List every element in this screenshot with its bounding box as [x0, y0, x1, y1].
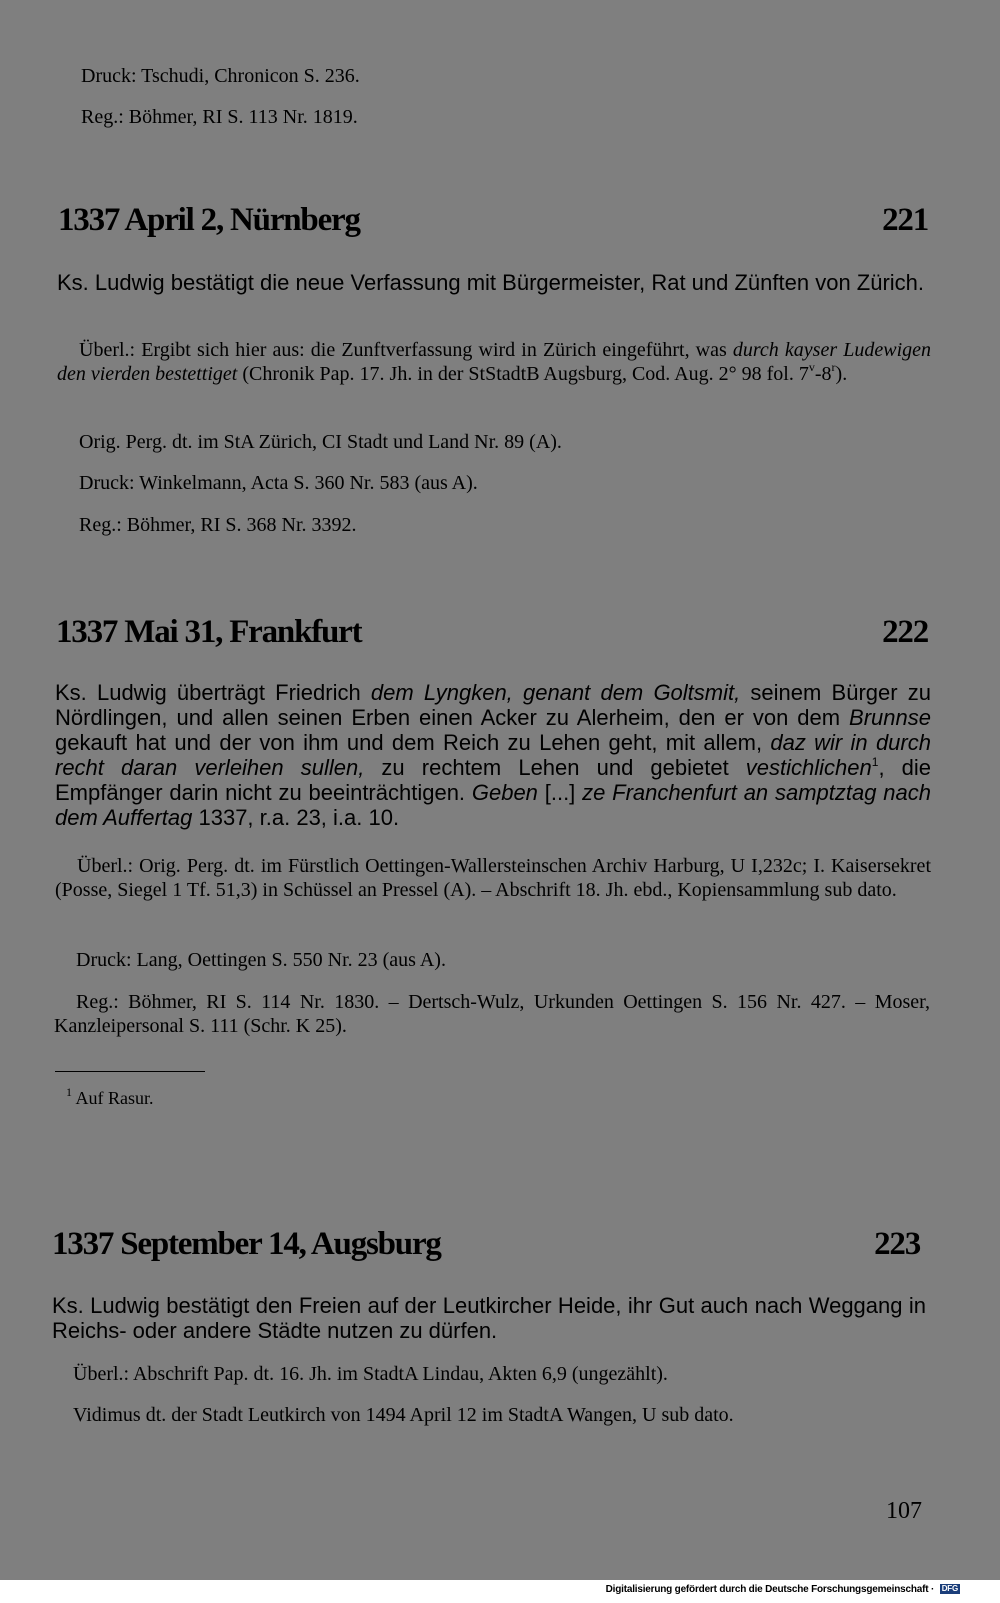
top-reg: Reg.: Böhmer, RI S. 113 Nr. 1819. [81, 106, 358, 128]
dfg-footer [606, 1584, 960, 1595]
footnote: $^1$ Auf Rasur. [66, 1085, 154, 1108]
entry-reg: Reg.: Böhmer, RI S. 114 Nr. 1830. – Dertsch-Wulz, Urkunden Oettingen S. 156 Nr. 427. – Moser, Kanzleipersonal S. 111 (Schr. K 25). [54, 991, 930, 1037]
top-druck: Druck: Tschudi, Chronicon S. 236. [81, 65, 360, 87]
entry-reg: Reg.: Böhmer, RI S. 368 Nr. 3392. [79, 514, 357, 536]
entry-summary: Ks. Ludwig bestätigt die neue Verfassung mit Bürgermeister, Rat und Zünften von Zürich. [57, 270, 925, 295]
entry-heading-date: 1337 September 14, Augsburg [52, 1226, 441, 1262]
entry-number: 221 [882, 202, 928, 238]
footer-text: Digitalisierung gefördert durch die Deutsche Forschungsgemeinschaft · [605, 1584, 935, 1595]
footnote-rule [55, 1071, 205, 1072]
page-number: 107 [886, 1498, 922, 1524]
entry-summary: Ks. Ludwig überträgt Friedrich dem Lyngken, genant dem Goltsmit, seinem Bürger zu Nördlingen, und allen seinen Erben einen Acker zu Alerheim, den er von dem Brunnse gekauft hat und der von ihm und dem Reich zu Lehen geht, mit allem, daz wir in durch recht daran verleihen sullen, zu rechtem Lehen und gebietet vestichlichen$^1$, die Empfänger darin nicht zu beeinträchtigen. Geben [...] ze Franchenfurt an samptztag nach dem Auffertag 1337, r.a. 23, i.a. 10. [55, 680, 932, 830]
entry-summary: Ks. Ludwig bestätigt den Freien auf der Leutkircher Heide, ihr Gut auch nach Weggang in Reichs- oder andere Städte nutzen zu dürfen. [52, 1293, 926, 1343]
entry-ueberl: Überl.: Ergibt sich hier aus: die Zunftverfassung wird in Zürich eingeführt, was durch kayser Ludewigen den vierden bestettiget (Chronik Pap. 17. Jh. in der StStadtB Augsburg, Cod. Aug. 2° 98 fol. 7$^v$-8$^r$). [57, 339, 931, 385]
entry-ueberl: Überl.: Orig. Perg. dt. im Fürstlich Oettingen-Wallersteinschen Archiv Harburg, U I,232c; I. Kaisersekret (Posse, Siegel 1 Tf. 51,3) in Schüssel an Pressel (A). – Abschrift 18. Jh. ebd., Kopiensammlung sub dato. [55, 855, 931, 901]
entry-vidimus: Vidimus dt. der Stadt Leutkirch von 1494 April 12 im StadtA Wangen, U sub dato. [73, 1404, 734, 1426]
entry-orig: Orig. Perg. dt. im StA Zürich, CI Stadt und Land Nr. 89 (A). [79, 431, 562, 453]
dfg-logo-icon: DFG [941, 1584, 958, 1594]
entry-heading-date: 1337 Mai 31, Frankfurt [56, 614, 362, 650]
entry-number: 223 [874, 1226, 920, 1262]
entry-druck: Druck: Winkelmann, Acta S. 360 Nr. 583 (aus A). [79, 472, 478, 494]
entry-druck: Druck: Lang, Oettingen S. 550 Nr. 23 (aus A). [76, 949, 446, 971]
entry-number: 222 [882, 614, 928, 650]
entry-ueberl: Überl.: Abschrift Pap. dt. 16. Jh. im StadtA Lindau, Akten 6,9 (ungezählt). [73, 1363, 668, 1385]
entry-heading-date: 1337 April 2, Nürnberg [58, 202, 360, 238]
